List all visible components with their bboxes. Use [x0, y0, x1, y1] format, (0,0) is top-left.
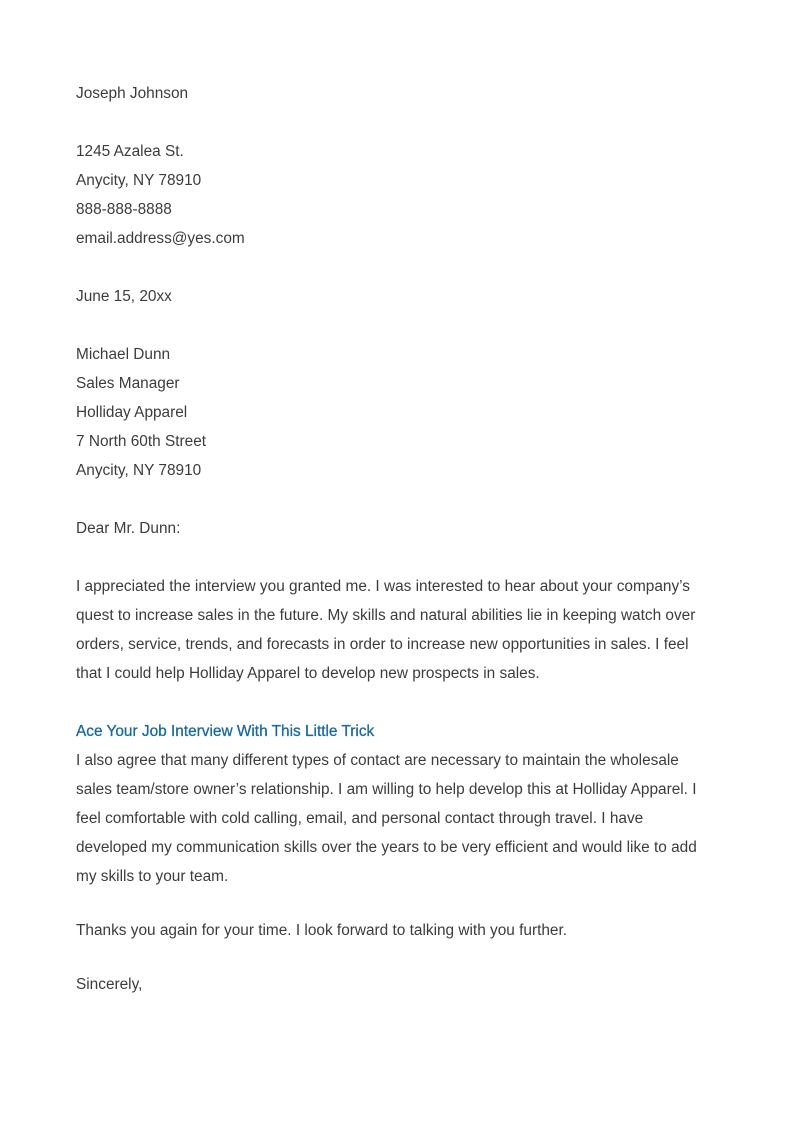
spacer	[76, 315, 716, 344]
spacer	[76, 945, 716, 974]
promo-heading-link[interactable]: Ace Your Job Interview With This Little Trick	[76, 723, 375, 740]
spacer	[76, 112, 716, 141]
sender-email: email.address@yes.com	[76, 230, 245, 247]
recipient-company: Holliday Apparel	[76, 404, 188, 421]
body-paragraph-3: Thanks you again for your time. I look forward to talking with you further.	[76, 922, 568, 939]
recipient-title: Sales Manager	[76, 375, 180, 392]
recipient-name: Michael Dunn	[76, 346, 171, 363]
sender-phone: 888-888-8888	[76, 201, 172, 218]
letter-date: June 15, 20xx	[76, 288, 172, 305]
recipient-street: 7 North 60th Street	[76, 433, 207, 450]
letter-page	[76, 83, 716, 1003]
spacer	[76, 257, 716, 286]
sender-street: 1245 Azalea St.	[76, 143, 184, 160]
spacer	[76, 688, 716, 717]
sender-name: Joseph Johnson	[76, 85, 189, 102]
spacer	[76, 489, 716, 518]
recipient-city: Anycity, NY 78910	[76, 462, 202, 479]
sender-city: Anycity, NY 78910	[76, 172, 202, 189]
salutation: Dear Mr. Dunn:	[76, 520, 181, 537]
closing: Sincerely,	[76, 976, 143, 993]
body-paragraph-1: I appreciated the interview you granted me. I was interested to hear about your company’s quest to increase sales in the future. My skills and natural abilities lie in keeping watch over orders, service, trends, and forecasts in order to increase new opportunities in sales. I feel that I could help Holliday Apparel to develop new prospects in sales.	[76, 578, 696, 682]
body-paragraph-2: I also agree that many different types of contact are necessary to maintain the wholesale sales team/store owner’s relationship. I am willing to help develop this at Holliday Apparel. I feel comfortable with cold calling, email, and personal contact through travel. I have developed my communication skills over the years to be very efficient and would like to add my skills to your team.	[76, 752, 697, 885]
